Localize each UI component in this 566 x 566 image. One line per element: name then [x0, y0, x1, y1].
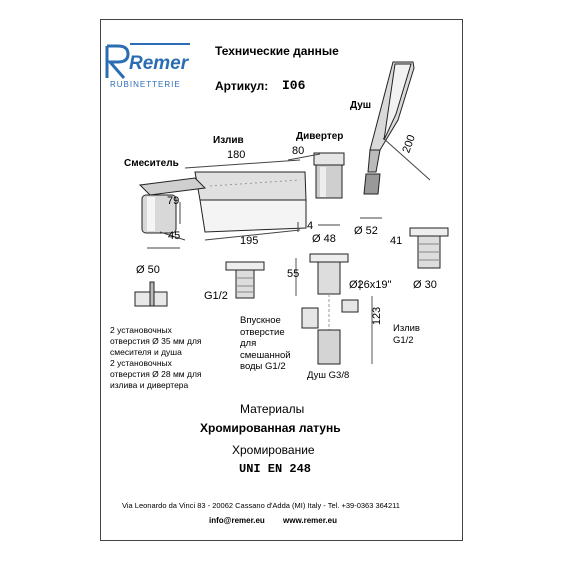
- inlet-note-line: Впускное: [240, 315, 281, 326]
- dim-180: 180: [227, 149, 246, 161]
- article-code: I06: [282, 78, 306, 93]
- dim-26: Ø26x19": [349, 279, 392, 291]
- shower-thread-note: Душ G3/8: [307, 370, 350, 381]
- dim-45: 45: [168, 230, 181, 242]
- dim-4: 4: [307, 220, 314, 232]
- label-shower: Душ: [350, 100, 372, 111]
- label-diverter: Дивертер: [296, 131, 344, 142]
- standard-value: UNI EN 248: [239, 462, 312, 476]
- materials-value: Хромированная латунь: [200, 421, 341, 435]
- dim-80: 80: [292, 145, 305, 157]
- inlet-note: [240, 315, 291, 373]
- inlet-note-line: воды G1/2: [240, 361, 286, 372]
- inlet-note-line: для: [240, 338, 257, 349]
- dim-195: 195: [240, 235, 259, 247]
- footer-address: Via Leonardo da Vinci 83 - 20062 Cassano d'Adda (MI) Italy - Tel. +39-0363 364211: [122, 501, 400, 510]
- spout-bottom-view: [226, 262, 264, 298]
- materials-heading: Материалы: [240, 402, 305, 416]
- dim-200: 200: [400, 133, 418, 155]
- spout-thread-line: Излив: [393, 323, 420, 334]
- inlet-note-line: отверстие: [240, 326, 285, 338]
- page-title: Технические данные: [215, 44, 339, 58]
- label-mixer: Смеситель: [124, 158, 179, 169]
- shower-handset: [364, 62, 414, 194]
- dim-41: 41: [390, 235, 403, 247]
- install-note-line: 2 установочных: [110, 358, 172, 368]
- logo-sub: RUBINETTERIE: [110, 80, 181, 89]
- diverter-bottom-view: [296, 254, 372, 364]
- label-spout: Излив: [213, 135, 244, 146]
- install-note-line: смесителя и душа: [110, 347, 182, 357]
- footer-website[interactable]: www.remer.eu: [283, 516, 337, 525]
- inlet-note-line: смешанной: [240, 349, 291, 361]
- dim-52: Ø 52: [354, 225, 378, 237]
- spout-thread-note: [393, 323, 420, 346]
- spout-thread-line: G1/2: [393, 334, 414, 346]
- install-note-line: отверстия Ø 35 мм для: [110, 336, 202, 346]
- dim-g12: G1/2: [204, 290, 228, 302]
- diverter-body: [314, 153, 344, 198]
- shower-bottom-view: [410, 228, 448, 268]
- dim-30: Ø 30: [413, 279, 437, 291]
- dim-50: Ø 50: [136, 264, 160, 276]
- dim-123: 123: [371, 306, 384, 326]
- install-note-line: излива и дивертера: [110, 380, 189, 390]
- finish-heading: Хромирование: [232, 443, 315, 457]
- install-note-line: отверстия Ø 28 мм для: [110, 369, 202, 379]
- footer-email[interactable]: info@remer.eu: [209, 516, 265, 525]
- logo-brand: Remer: [129, 53, 189, 74]
- install-note-line: 2 установочных: [110, 325, 172, 335]
- dim-55: 55: [287, 268, 300, 280]
- dim-79: 79: [167, 195, 180, 207]
- article-label: Артикул:: [215, 79, 269, 93]
- spout-body: [195, 172, 306, 232]
- dim-48: Ø 48: [312, 233, 336, 245]
- mixer-bottom-view: [135, 282, 167, 306]
- install-note: [110, 325, 202, 391]
